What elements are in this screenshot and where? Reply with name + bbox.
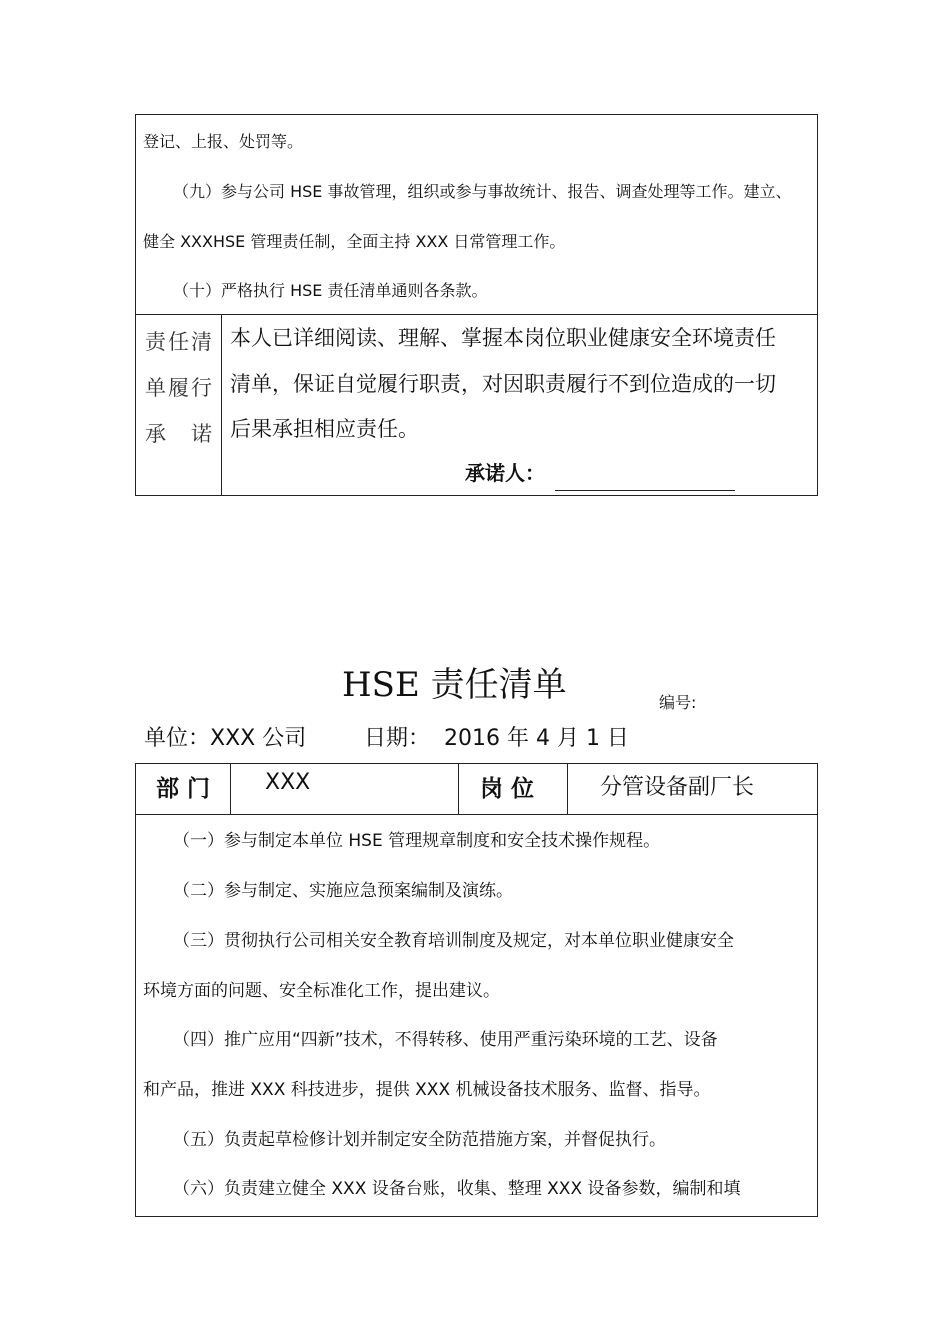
serial-label: 编号: [659, 693, 697, 712]
top-table-row-divider [135, 314, 818, 315]
top-line-4: （十）严格执行 HSE 责任清单通则各条款。 [173, 281, 488, 300]
bottom-col-divider-2 [458, 763, 459, 815]
pledge-label-3: 承 诺 [145, 422, 214, 446]
top-line-1: 登记、上报、处罚等。 [143, 132, 304, 151]
duty-line-7: （五）负责起草检修计划并制定安全防范措施方案，并督促执行。 [173, 1130, 666, 1150]
signer-label: 承诺人： [465, 461, 545, 485]
duty-line-5: （四）推广应用“四新”技术，不得转移、使用严重污染环境的工艺、设备 [173, 1030, 718, 1050]
duty-line-8: （六）负责建立健全 XXX 设备台账，收集、整理 XXX 设备参数，编制和填 [173, 1179, 741, 1199]
duty-line-3: （三）贯彻执行公司相关安全教育培训制度及规定，对本单位职业健康安全 [173, 931, 734, 951]
dept-label: 部 门 [156, 776, 211, 802]
doc-title: HSE 责任清单 [342, 665, 567, 705]
duty-line-6: 和产品，推进 XXX 科技进步，提供 XXX 机械设备技术服务、监督、指导。 [143, 1080, 711, 1100]
pledge-line-3: 后果承担相应责任。 [230, 417, 419, 441]
top-table-col-divider [221, 314, 222, 496]
pledge-line-1: 本人已详细阅读、理解、掌握本岗位职业健康安全环境责任 [230, 326, 776, 350]
pledge-label-1: 责任清 [145, 330, 214, 354]
bottom-col-divider-1 [230, 763, 231, 815]
bottom-col-divider-3 [567, 763, 568, 815]
duty-line-2: （二）参与制定、实施应急预案编制及演练。 [173, 881, 513, 901]
pledge-label-2: 单履行 [145, 376, 214, 400]
date-label: 日期： 2016 年 4 月 1 日 [364, 726, 629, 751]
top-line-3: 健全 XXXHSE 管理责任制，全面主持 XXX 日常管理工作。 [143, 232, 566, 251]
duty-line-4: 环境方面的问题、安全标准化工作，提出建议。 [143, 981, 500, 1001]
duty-line-1: （一）参与制定本单位 HSE 管理规章制度和安全技术操作规程。 [173, 831, 661, 851]
top-line-2: （九）参与公司 HSE 事故管理，组织或参与事故统计、报告、调查处理等工作。建立、 [173, 182, 792, 201]
signature-line[interactable] [555, 490, 735, 491]
pledge-line-2: 清单，保证自觉履行职责，对因职责履行不到位造成的一切 [230, 372, 776, 396]
dept-value: XXX [265, 770, 311, 795]
unit-label: 单位：XXX 公司 [144, 726, 307, 751]
bottom-table-header-divider [135, 814, 818, 815]
post-label: 岗 位 [480, 776, 535, 802]
post-value: 分管设备副厂长 [600, 775, 755, 800]
